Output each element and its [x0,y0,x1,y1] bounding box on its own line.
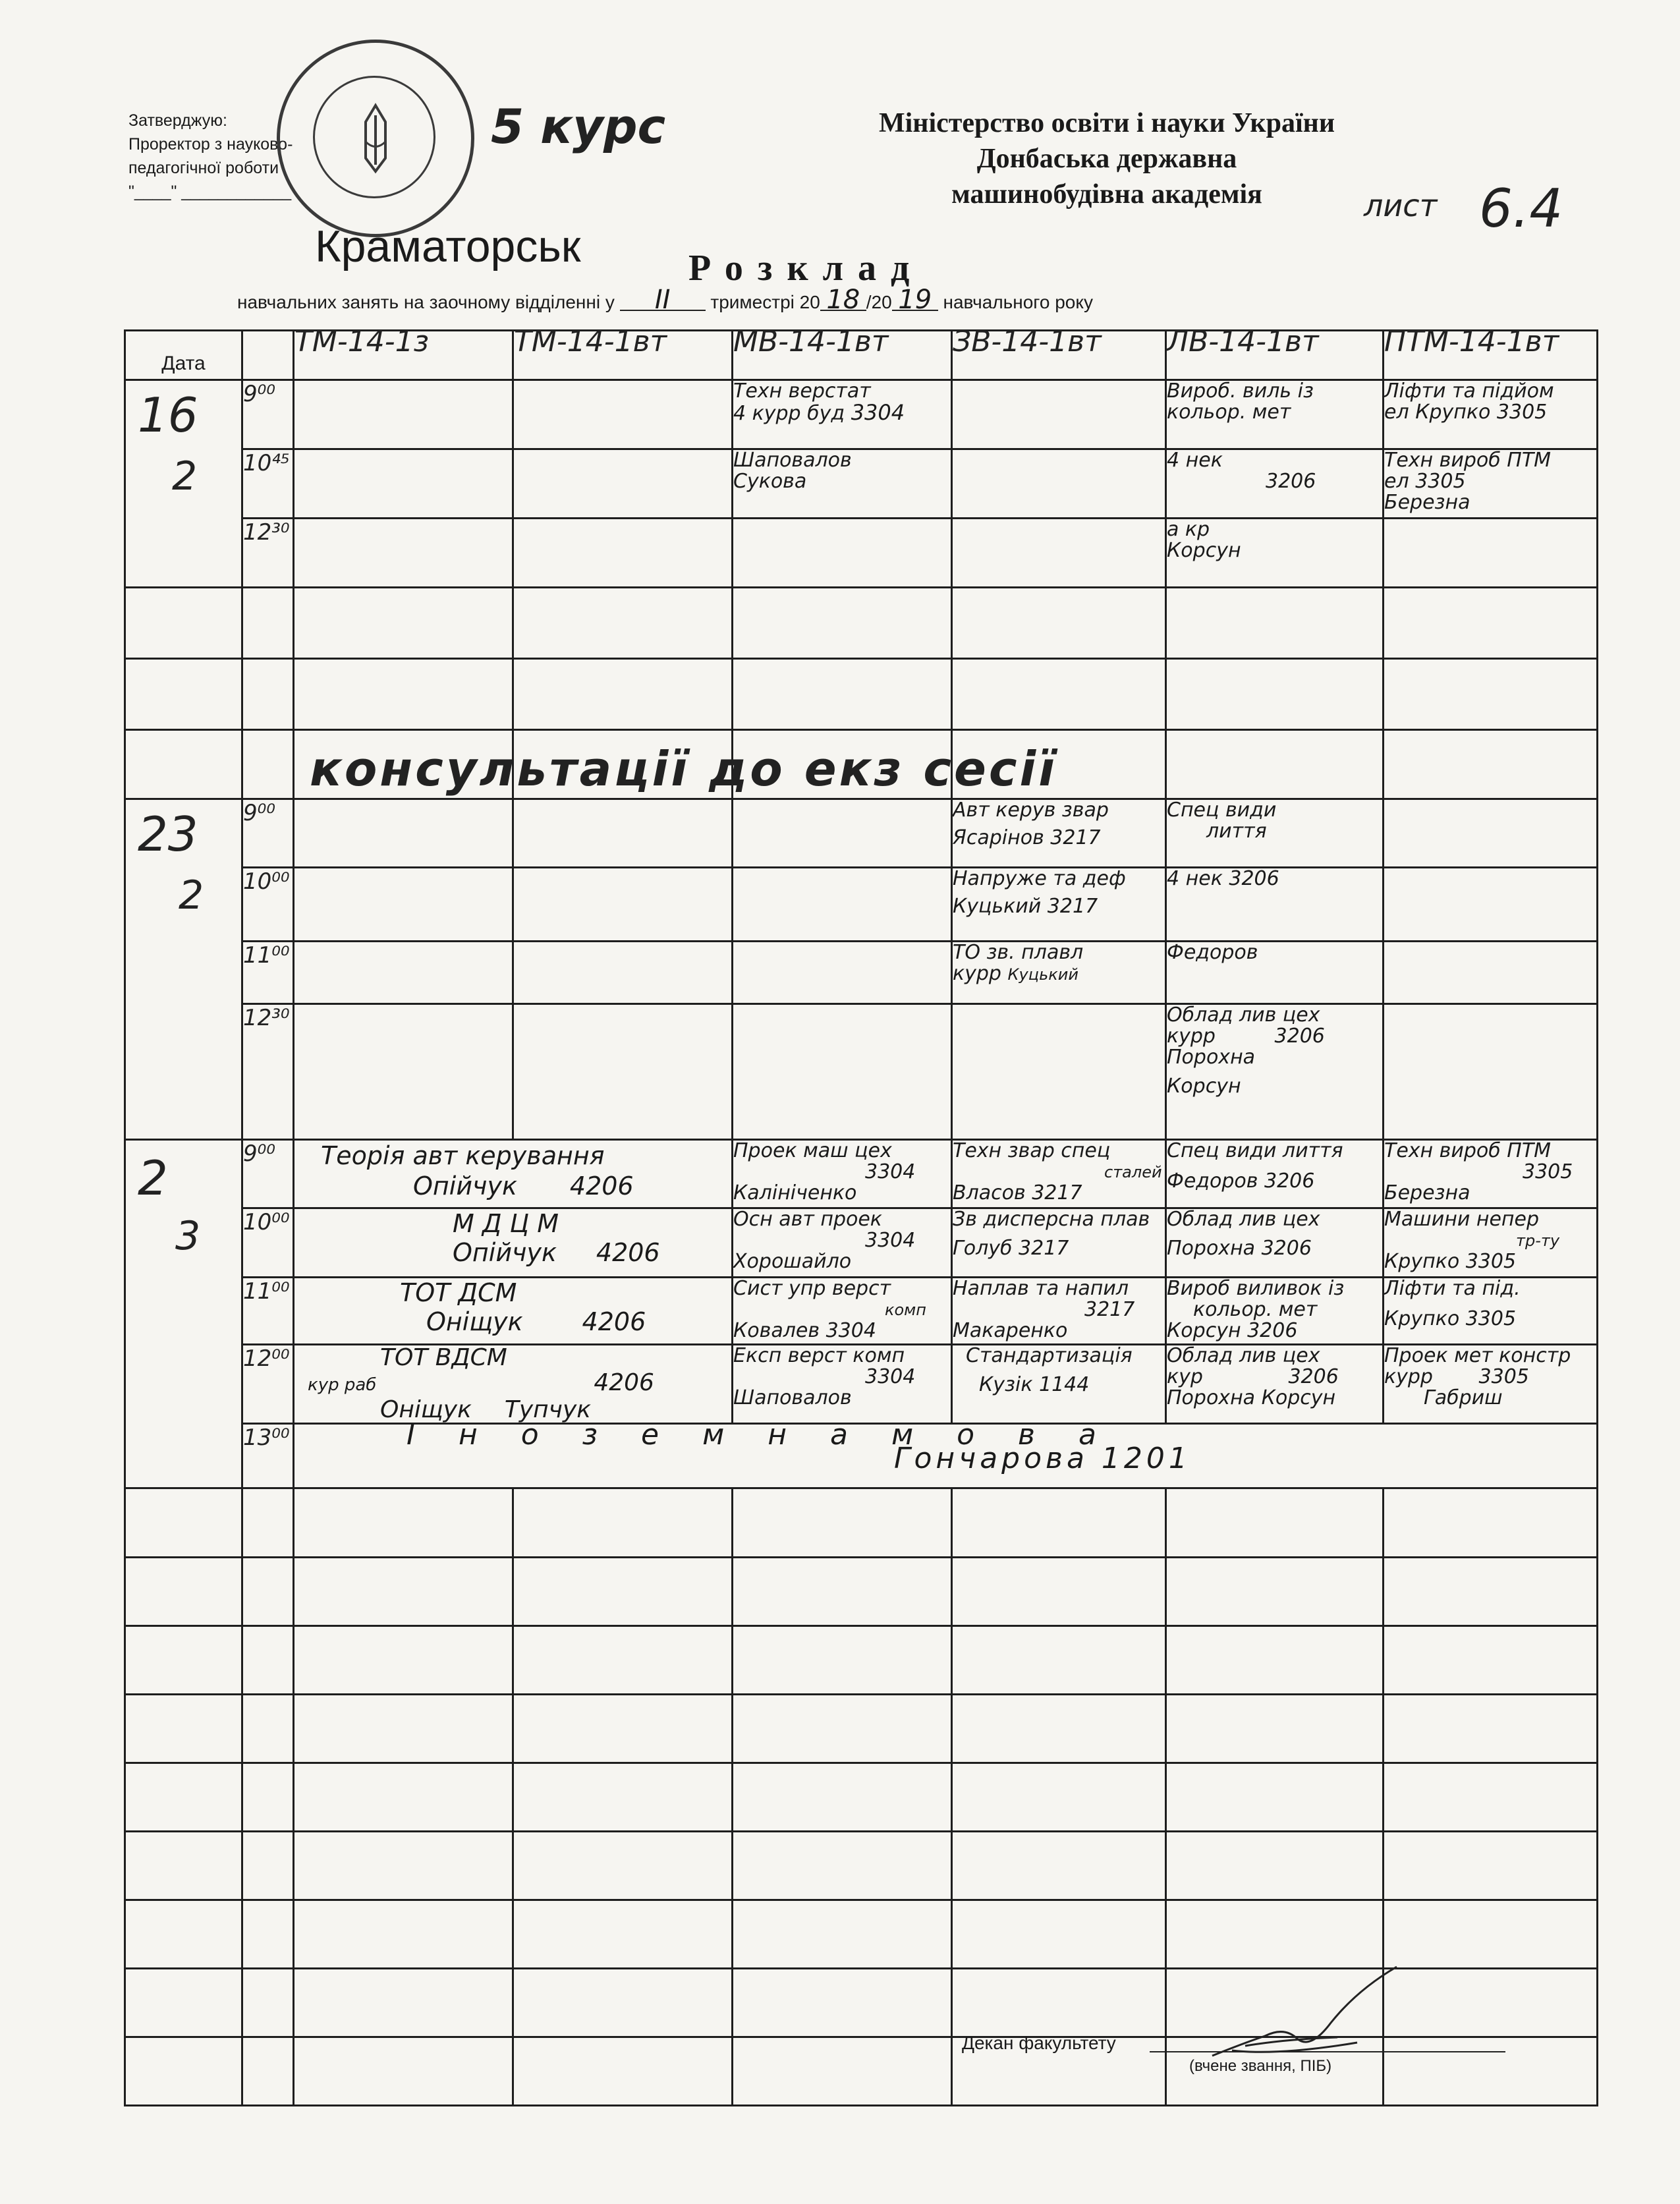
table-row [125,519,1598,588]
academy-name-2: машинобудівна академія [951,179,1262,210]
schedule-cell [1384,799,1598,868]
subject: Вироб виливок із [1167,1277,1345,1300]
subject: а кр [1167,518,1210,541]
teacher: Порохна [1167,1046,1256,1069]
date-month: 2 [179,872,204,918]
schedule-cell [952,868,1166,942]
table-row [125,449,1598,519]
room: 3304 [851,400,905,425]
schedule-cell [952,380,1166,449]
teacher: Березна [1384,1181,1470,1204]
teacher: Оніщук [380,1396,472,1423]
teacher: Крупко 3305 [1384,1250,1517,1273]
table-row [125,1140,1598,1208]
table-row [125,1424,1598,1488]
sheet-label: лист [1364,188,1438,223]
table-row [125,1208,1598,1278]
note: курр [1167,1025,1216,1048]
schedule-cell [294,1004,513,1140]
time-cell: 12⁰⁰ [242,1345,294,1424]
table-row [125,1900,1598,1969]
schedule-cell [513,942,733,1004]
header-row [125,331,1598,380]
subject: Вироб. виль із [1167,380,1314,403]
schedule-cell [1166,1004,1384,1140]
schedule-cell [1384,1140,1598,1208]
schedule-cell [294,1345,733,1424]
schedule-cell [294,519,513,588]
schedule-cell [1384,942,1598,1004]
group-header: ЛВ-14-1вт [1166,331,1384,380]
stamp-emblem [280,43,471,234]
teacher: Порохна Корсун [1167,1386,1336,1409]
teacher: Опійчук [413,1172,517,1201]
note: кур раб [308,1375,377,1395]
teacher: Хорошайло [733,1250,852,1273]
schedule-cell [733,1140,952,1208]
subject: Техн вироб ПТМ [1384,449,1552,472]
room: 4206 [594,1369,654,1396]
schedule-cell [1166,380,1384,449]
teacher: Сукова [733,470,807,493]
teacher: Крупко 3305 [1415,401,1548,424]
year-start: 18 [820,290,866,311]
room: 3206 [1266,470,1316,493]
room: 3304 [865,1365,916,1388]
subtitle-post: навчального року [943,292,1093,312]
teacher: Корсун [1167,1075,1241,1098]
group-header: ПТМ-14-1вт [1384,331,1598,380]
schedule-cell [733,799,952,868]
teacher: Крупко 3305 [1384,1307,1517,1330]
dean-label: Декан факультету [962,2033,1116,2053]
subject: Облад лив цех [1167,1344,1320,1367]
subject: Спец види лиття [1167,1139,1343,1162]
table-row [125,1278,1598,1345]
schedule-cell [294,942,513,1004]
subject: Напруже та деф [953,867,1126,890]
table-row [125,942,1598,1004]
schedule-cell [1166,519,1384,588]
schedule-cell [952,1140,1166,1208]
table-row [125,588,1598,659]
teacher: Макаренко [953,1319,1068,1342]
official-stamp [277,40,474,237]
schedule-cell [1166,1345,1384,1424]
schedule-cell [294,449,513,519]
schedule-cell [1384,1345,1598,1424]
subject: Техн вироб ПТМ [1384,1139,1552,1162]
date-month: 3 [175,1213,201,1259]
schedule-cell [733,449,952,519]
table-row [125,1004,1598,1140]
schedule-cell [1166,1208,1384,1278]
note: кур [1167,1365,1203,1388]
schedule-cell [1384,1208,1598,1278]
schedule-cell [294,380,513,449]
time-cell: 12³⁰ [242,519,294,588]
schedule-cell [1384,449,1598,519]
subject: Стандартизація [966,1344,1133,1367]
table-row [125,1488,1598,1558]
schedule-cell [733,1345,952,1424]
table-row [125,1695,1598,1763]
teacher: Федоров [1167,941,1258,964]
subject: ТОТ ДСМ [400,1278,517,1307]
time-cell: 13⁰⁰ [242,1424,294,1488]
table-row [125,1763,1598,1832]
time-cell: 10⁰⁰ [242,868,294,942]
room: 4206 [569,1172,634,1201]
date-cell [125,380,242,588]
dean-caption: (вчене звання, ПІБ) [1189,2057,1332,2075]
time-cell: 12³⁰ [242,1004,294,1140]
teacher: Ковалев 3304 [733,1319,876,1342]
room: 3305 [1415,470,1466,493]
subject: Теорія авт керування [321,1141,605,1170]
schedule-table [124,325,1598,2106]
schedule-cell [733,1004,952,1140]
teacher: Гончарова 1201 [894,1442,1191,1475]
schedule-cell [294,1140,733,1208]
schedule-cell [1384,519,1598,588]
room: 4206 [582,1307,646,1336]
note: ел [1384,470,1409,493]
time-cell: 11⁰⁰ [242,942,294,1004]
group-header: ТМ-14-1вт [513,331,733,380]
sheet-number: 6.4 [1479,178,1563,239]
teacher: Федоров 3206 [1167,1170,1315,1193]
year-sep: /20 [866,292,892,312]
date-cell [125,1140,242,1488]
subject: кольор. мет [1167,401,1291,424]
teacher: Власов 3217 [953,1181,1082,1204]
schedule-cell [1166,868,1384,942]
subject: Наплав та напил [953,1277,1129,1300]
teacher: Калініченко [733,1181,857,1204]
group-header: МВ-14-1вт [733,331,952,380]
approval-line-3: педагогічної роботи [128,159,279,177]
academy-name-1: Донбаська державна [976,144,1237,174]
subtitle-pre: навчальних занять на заочному відділенні у [237,292,615,312]
schedule-cell [733,380,952,449]
group-header: ТМ-14-1з [294,331,513,380]
institution-header [777,105,1436,212]
subject: Спец види [1167,799,1277,822]
teacher: Оніщук [426,1307,523,1336]
room: 3217 [1084,1298,1135,1321]
schedule-cell [513,1004,733,1140]
subject: Техн верстат [733,380,871,403]
schedule-cell [733,868,952,942]
subtitle-mid: триместрі 20 [710,292,820,312]
city-stamp: Краматорськ [315,221,581,271]
teacher: Корсун 3206 [1167,1319,1298,1342]
time-cell: 9⁰⁰ [242,1140,294,1208]
schedule-cell [513,449,733,519]
approval-line-1: Затверджую: [128,111,227,130]
subject: Осн авт проек [733,1208,882,1231]
subject: І н о з е м н а м о в а [406,1418,1100,1452]
subject: Ліфти та підйом [1384,380,1554,403]
schedule-cell [294,1208,733,1278]
table-row [125,799,1598,868]
subject: Експ верст комп [733,1344,905,1367]
year-end: 19 [892,290,938,311]
schedule-cell [1166,799,1384,868]
schedule-cell [733,942,952,1004]
schedule-cell [952,519,1166,588]
schedule-cell [952,1345,1166,1424]
room: 3305 [1523,1160,1573,1183]
schedule-cell [1166,449,1384,519]
subject: М Д Ц М [453,1209,559,1238]
course-note: 5 курс [491,99,666,154]
schedule-cell [294,1278,733,1345]
table-row [125,380,1598,449]
subject: Сист упр верст [733,1277,891,1300]
note: сталей [1104,1163,1162,1181]
schedule-cell [1166,1140,1384,1208]
teacher: Куцький 3217 [953,895,1098,918]
room: 3206 [1274,1025,1325,1048]
schedule-cell [513,519,733,588]
consultation-note: консультації до екз сесії [310,741,1057,797]
table-row [125,1626,1598,1695]
subject: лиття [1206,820,1267,843]
date-month: 2 [172,453,198,499]
subject: 4 нек [1167,449,1223,472]
time-cell: 10⁴⁵ [242,449,294,519]
teacher: Ясарінов 3217 [953,826,1101,849]
schedule-cell [513,799,733,868]
teacher: Порохна 3206 [1167,1237,1312,1260]
note: комп [885,1301,926,1319]
subject: кольор. мет [1193,1298,1318,1321]
subject: Техн звар спец [953,1139,1111,1162]
schedule-cell [1384,1004,1598,1140]
subject: Облад лив цех [1167,1208,1320,1231]
document-subtitle [237,285,1093,315]
teacher: Шаповалов [733,449,852,472]
teacher: Опійчук [453,1238,557,1267]
subject: Авт керув звар [953,799,1109,822]
subject: Зв дисперсна плав [953,1208,1150,1231]
schedule-cell [1384,380,1598,449]
schedule-cell [294,1418,1598,1488]
schedule-cell [952,1004,1166,1140]
date-header: Дата [125,331,242,380]
date-day: 16 [138,387,198,443]
note: тр-ту [1516,1231,1560,1250]
note: буд [807,402,845,425]
schedule-cell [733,519,952,588]
note: курр [1384,1365,1433,1388]
room: 3304 [865,1229,916,1252]
subject: Проек маш цех [733,1139,892,1162]
subject: Облад лив цех [1167,1003,1320,1027]
note: курр [953,962,1001,985]
schedule-cell [294,868,513,942]
time-header [242,331,294,380]
subject: ТО зв. плавл [953,941,1084,964]
room: 3206 [1288,1365,1339,1388]
trimester-value: II [620,290,706,311]
time-cell: 9⁰⁰ [242,799,294,868]
subject: Проек мет констр [1384,1344,1571,1367]
table-row [125,1558,1598,1626]
table-row [125,1345,1598,1424]
teacher: Голуб 3217 [953,1237,1069,1260]
schedule-cell [952,1278,1166,1345]
schedule-cell [952,1208,1166,1278]
schedule-cell [294,799,513,868]
schedule-cell [1384,868,1598,942]
teacher: Корсун [1167,539,1241,562]
schedule-cell [952,799,1166,868]
note: 4 курр [733,402,801,425]
schedule-cell [952,942,1166,1004]
room: 3305 [1478,1365,1529,1388]
time-cell: 9⁰⁰ [242,380,294,449]
subject: ТОТ ВДСМ [380,1344,507,1371]
table-row [125,1832,1598,1900]
room: 4206 [596,1238,660,1267]
date-day: 23 [138,806,198,862]
date-cell [125,799,242,1140]
time-cell: 10⁰⁰ [242,1208,294,1278]
approval-line-2: Проректор з науково- [128,135,293,154]
document-title: Розклад [688,248,924,289]
subject: Машини непер [1384,1208,1540,1231]
schedule-cell [513,868,733,942]
group-header: ЗВ-14-1вт [952,331,1166,380]
teacher: Тупчук [504,1396,591,1423]
ministry-name: Міністерство освіти і науки України [878,108,1335,138]
schedule-cell [1166,942,1384,1004]
table-row [125,659,1598,730]
date-day: 2 [138,1150,168,1206]
room: 3304 [865,1160,916,1183]
note: ел [1384,401,1409,424]
subject: 4 нек 3206 [1167,867,1279,890]
dean-signature [1206,1964,1403,2069]
schedule-cell [952,449,1166,519]
teacher: Кузік 1144 [979,1373,1090,1396]
teacher: Куцький [1007,965,1078,984]
schedule-cell [513,380,733,449]
subject: Ліфти та під. [1384,1277,1521,1300]
schedule-cell [733,1278,952,1345]
schedule-cell [1166,1278,1384,1345]
teacher: Березна [1384,491,1470,514]
table-row [125,868,1598,942]
teacher: Габриш [1424,1386,1503,1409]
schedule-cell [1384,1278,1598,1345]
schedule-cell [733,1208,952,1278]
approval-line-4: "____" ____________ [128,183,292,201]
time-cell: 11⁰⁰ [242,1278,294,1345]
teacher: Шаповалов [733,1386,852,1409]
